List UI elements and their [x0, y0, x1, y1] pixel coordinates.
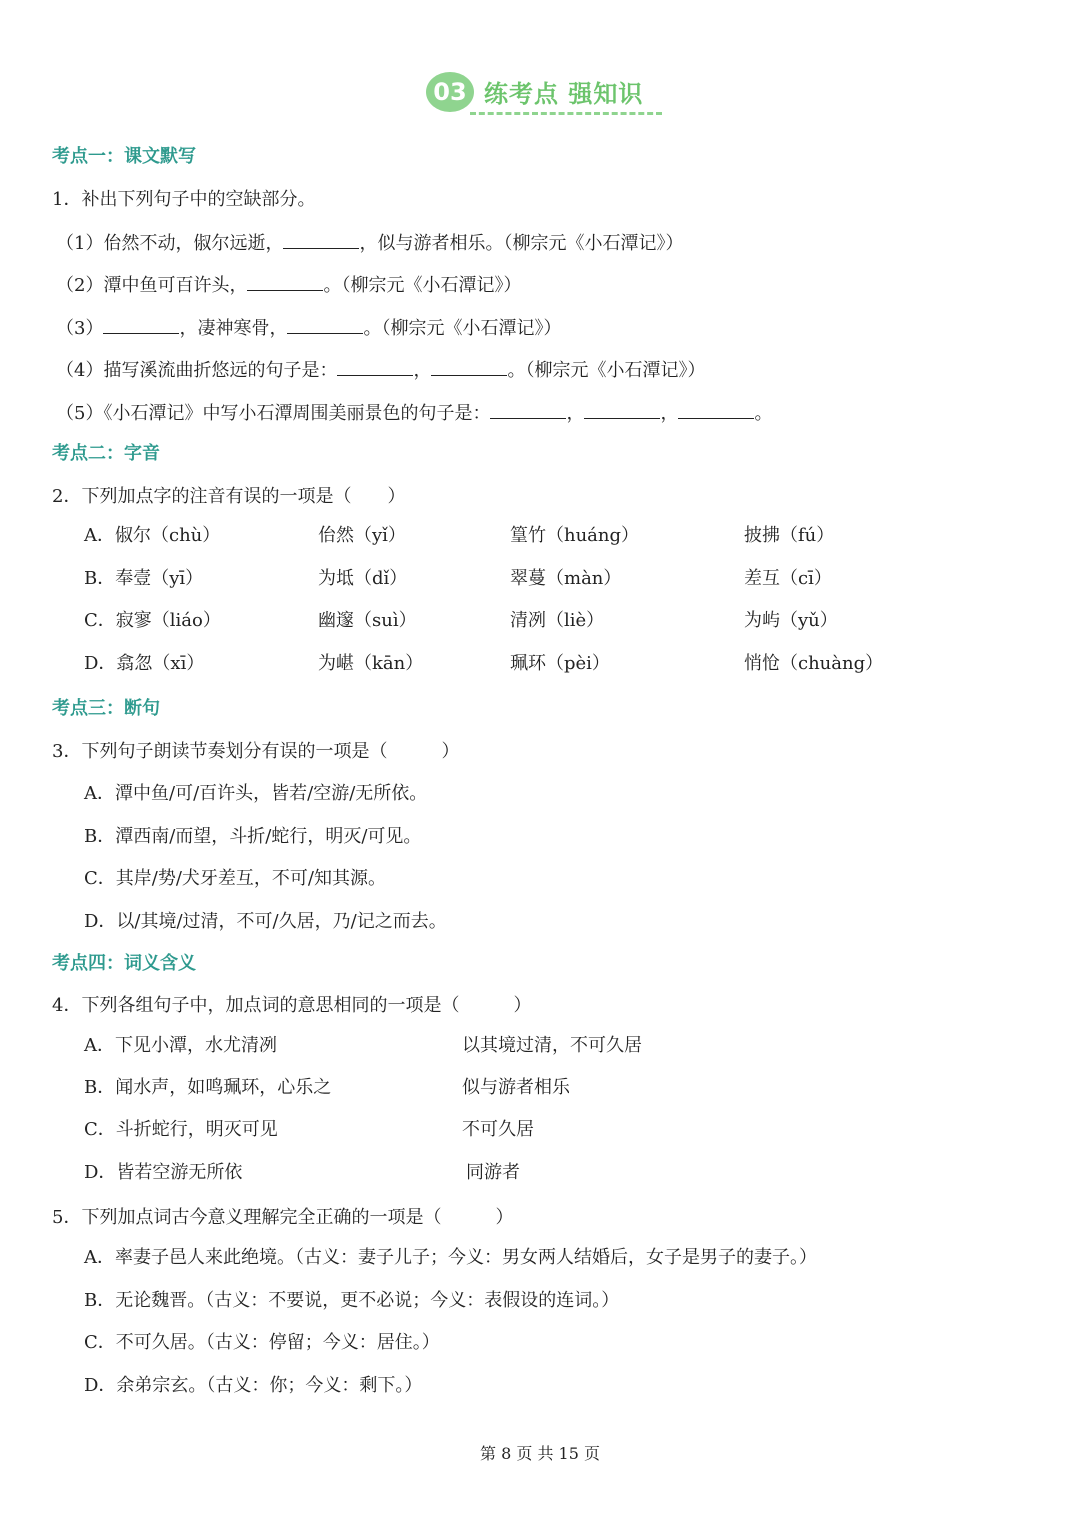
question-5-stem: 5．下列加点词古今意义理解完全正确的一项是（ ） — [52, 1207, 514, 1228]
q4-option-a-right: 以其境过清，不可久居 — [462, 1035, 642, 1056]
q2-option-b3: 翠蔓（màn） — [510, 568, 622, 589]
q5-option-b: B．无论魏晋。（古义：不要说，更不必说；今义：表假设的连词。） — [84, 1290, 620, 1311]
question-2-stem: 2．下列加点字的注音有误的一项是（ ） — [52, 486, 406, 507]
q2-option-d1: D．翕忽（xī） — [84, 653, 205, 674]
q1-item-3: （3） ，凄神寒骨， 。（柳宗元《小石潭记》） — [56, 315, 561, 341]
q2-option-a2: 佁然（yǐ） — [318, 525, 406, 546]
q4-option-b-right: 似与游者相乐 — [462, 1077, 570, 1098]
q2-option-d4: 悄怆（chuàng） — [744, 653, 884, 674]
question-1-stem: 1．补出下列句子中的空缺部分。 — [52, 189, 316, 210]
q2-option-c1: C．寂寥（liáo） — [84, 610, 221, 631]
q2-option-b1: B．奉壹（yī） — [84, 568, 204, 589]
q4-option-d-right: 同游者 — [466, 1162, 520, 1183]
page-footer: 第 8 页 共 15 页 — [480, 1444, 600, 1463]
q1-item-4: （4）描写溪流曲折悠远的句子是： ， 。（柳宗元《小石潭记》） — [56, 357, 705, 383]
q4-option-d-left: D．皆若空游无所依 — [84, 1162, 243, 1183]
q3-option-a: A．潭中鱼/可/百许头，皆若/空游/无所依。 — [84, 783, 428, 804]
section-heading-3: 考点三：断句 — [52, 698, 160, 719]
q2-option-b4: 差互（cī） — [744, 568, 832, 589]
section-banner — [426, 70, 666, 120]
q4-option-a-left: A．下见小潭，水尤清冽 — [84, 1035, 277, 1056]
q1-item-5: （5）《小石潭记》中写小石潭周围美丽景色的句子是： ， ， 。 — [56, 400, 772, 426]
q2-option-c4: 为屿（yǔ） — [744, 610, 838, 631]
q3-option-b: B．潭西南/而望，斗折/蛇行，明灭/可见。 — [84, 826, 422, 847]
question-4-stem: 4．下列各组句子中，加点词的意思相同的一项是（ ） — [52, 995, 532, 1016]
section-heading-4: 考点四：词义含义 — [52, 953, 196, 974]
q4-option-c-left: C．斗折蛇行，明灭可见 — [84, 1119, 278, 1140]
q2-option-a3: 篁竹（huáng） — [510, 525, 640, 546]
section-heading-2: 考点二：字音 — [52, 443, 160, 464]
q2-option-c3: 清冽（liè） — [510, 610, 605, 631]
q3-option-c: C．其岸/势/犬牙差互，不可/知其源。 — [84, 868, 386, 889]
banner-badge: 03 — [426, 72, 474, 112]
q2-option-a4: 披拂（fú） — [744, 525, 835, 546]
q3-option-d: D．以/其境/过清，不可/久居，乃/记之而去。 — [84, 911, 447, 932]
q2-option-d3: 珮环（pèi） — [510, 653, 610, 674]
q2-option-a1: A．俶尔（chù） — [84, 525, 221, 546]
q5-option-d: D．余弟宗玄。（古义：你；今义：剩下。） — [84, 1375, 423, 1396]
q2-option-c2: 幽邃（suì） — [318, 610, 417, 631]
banner-divider — [470, 112, 662, 115]
banner-title: 练考点 强知识 — [484, 80, 644, 108]
q2-option-b2: 为坻（dǐ） — [318, 568, 408, 589]
q1-item-2: （2）潭中鱼可百许头， 。（柳宗元《小石潭记》） — [56, 272, 521, 298]
section-heading-1: 考点一：课文默写 — [52, 146, 196, 167]
q4-option-b-left: B．闻水声，如鸣珮环，心乐之 — [84, 1077, 332, 1098]
q5-option-a: A．率妻子邑人来此绝境。（古义：妻子儿子；今义：男女两人结婚后，女子是男子的妻子。） — [84, 1247, 817, 1268]
q5-option-c: C．不可久居。（古义：停留；今义：居住。） — [84, 1332, 440, 1353]
q1-item-1: （1）佁然不动，俶尔远逝， ，似与游者相乐。（柳宗元《小石潭记》） — [56, 230, 683, 256]
question-3-stem: 3．下列句子朗读节奏划分有误的一项是（ ） — [52, 741, 460, 762]
q2-option-d2: 为嵁（kān） — [318, 653, 424, 674]
q4-option-c-right: 不可久居 — [462, 1119, 534, 1140]
